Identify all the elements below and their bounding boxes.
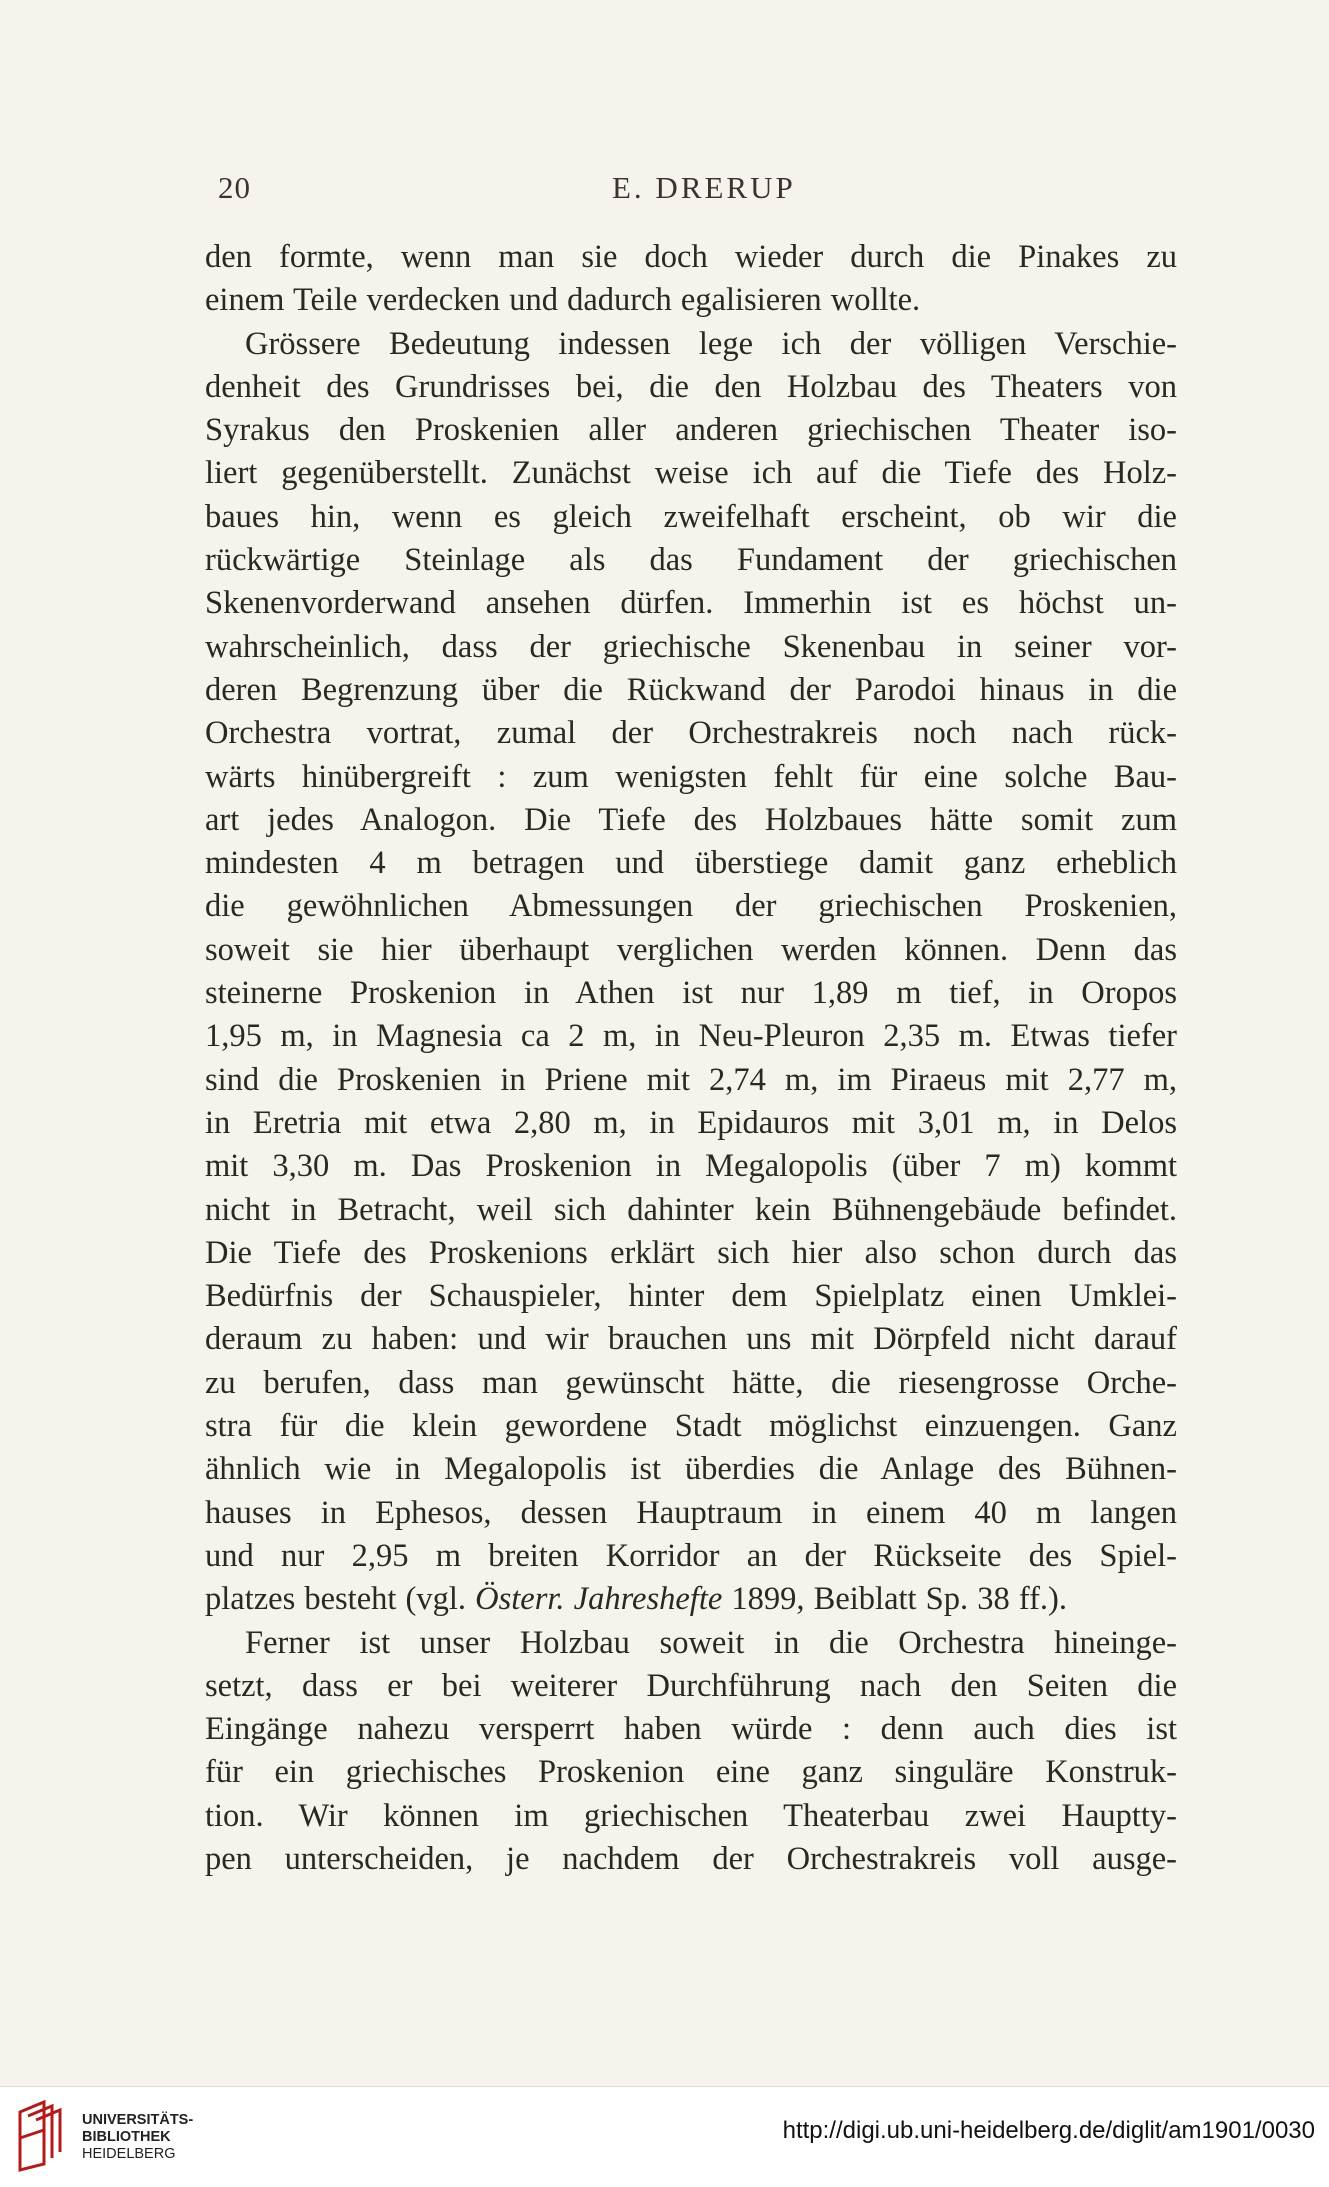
text-line: baues hin, wenn es gleich zweifelhaft erscheint, ob wir die xyxy=(205,498,1177,535)
text-line: stra für die klein gewordene Stadt möglichst einzuengen. Ganz xyxy=(205,1408,1177,1445)
text-line: ähnlich wie in Megalopolis ist überdies die Anlage des Bühnen- xyxy=(205,1451,1177,1488)
text-line: Bedürfnis der Schauspieler, hinter dem Spielplatz einen Umklei- xyxy=(205,1278,1177,1315)
text-line: tion. Wir können im griechischen Theaterbau zwei Hauptty- xyxy=(205,1797,1177,1834)
text-line: denheit des Grundrisses bei, die den Holzbau des Theaters von xyxy=(205,368,1177,405)
text-line: deraum zu haben: und wir brauchen uns mit Dörpfeld nicht darauf xyxy=(205,1321,1177,1358)
text-line: und nur 2,95 m breiten Korridor an der Rückseite des Spiel- xyxy=(205,1537,1177,1574)
text-line: Die Tiefe des Proskenions erklärt sich hier also schon durch das xyxy=(205,1234,1177,1271)
text-line: Eingänge nahezu versperrt haben würde : denn auch dies ist xyxy=(205,1711,1177,1748)
text-line: in Eretria mit etwa 2,80 m, in Epidauros mit 3,01 m, in Delos xyxy=(205,1104,1177,1141)
text-line: Orchestra vortrat, zumal der Orchestrakreis noch nach rück- xyxy=(205,715,1177,752)
text-line: einem Teile verdecken und dadurch egalisieren wollte. xyxy=(205,282,921,319)
journal-title: Österr. Jahreshefte xyxy=(475,1581,723,1618)
citation-line xyxy=(205,1578,1177,1621)
text-line: rückwärtige Steinlage als das Fundament der griechischen xyxy=(205,542,1177,579)
text-line: steinerne Proskenion in Athen ist nur 1,89 m tief, in Oropos xyxy=(205,975,1177,1012)
text-line: hauses in Ephesos, dessen Hauptraum in einem 40 m langen xyxy=(205,1494,1177,1531)
library-name-line1: UNIVERSITÄTS- xyxy=(82,2112,194,2128)
text-line: zu berufen, dass man gewünscht hätte, die riesengrosse Orche- xyxy=(205,1364,1177,1401)
body-text xyxy=(205,236,1177,1881)
running-head: E. DRERUP xyxy=(612,170,796,205)
page-number: 20 xyxy=(218,170,251,205)
text-line: Syrakus den Proskenien aller anderen griechischen Theater iso- xyxy=(205,412,1177,449)
library-name-line3: HEIDELBERG xyxy=(82,2146,176,2162)
text-line: Grössere Bedeutung indessen lege ich der völligen Verschie- xyxy=(245,325,1177,362)
library-logo-icon xyxy=(14,2098,78,2174)
text-line: art jedes Analogon. Die Tiefe des Holzbaues hätte somit zum xyxy=(205,801,1177,838)
text-line: die gewöhnlichen Abmessungen der griechischen Proskenien, xyxy=(205,888,1177,925)
text-line: wärts hinübergreift : zum wenigsten fehlt für eine solche Bau- xyxy=(205,758,1177,795)
text-line: pen unterscheiden, je nachdem der Orchestrakreis voll ausge- xyxy=(205,1840,1177,1877)
text-line: mit 3,30 m. Das Proskenion in Megalopolis (über 7 m) kommt xyxy=(205,1148,1177,1185)
text-line: setzt, dass er bei weiterer Durchführung nach den Seiten die xyxy=(205,1667,1177,1704)
text-line: wahrscheinlich, dass der griechische Skenenbau in seiner vor- xyxy=(205,628,1177,665)
citation-before: platzes besteht (vgl. xyxy=(205,1581,476,1618)
text-line: für ein griechisches Proskenion eine ganz singuläre Konstruk- xyxy=(205,1754,1177,1791)
source-url[interactable]: http://digi.ub.uni-heidelberg.de/diglit/am1901/0030 xyxy=(782,2117,1315,2144)
text-line: deren Begrenzung über die Rückwand der Parodoi hinaus in die xyxy=(205,671,1177,708)
library-name xyxy=(82,2112,193,2163)
text-line: Ferner ist unser Holzbau soweit in die Orchestra hineinge- xyxy=(245,1624,1177,1661)
text-line: mindesten 4 m betragen und überstiege damit ganz erheblich xyxy=(205,845,1177,882)
text-line: Skenenvorderwand ansehen dürfen. Immerhin ist es höchst un- xyxy=(205,585,1177,622)
text-line: soweit sie hier überhaupt verglichen werden können. Denn das xyxy=(205,931,1177,968)
library-name-line2: BIBLIOTHEK xyxy=(82,2129,171,2145)
text-line: den formte, wenn man sie doch wieder durch die Pinakes zu xyxy=(205,239,1177,275)
text-line: nicht in Betracht, weil sich dahinter kein Bühnengebäude befindet. xyxy=(205,1191,1177,1228)
text-line: liert gegenüberstellt. Zunächst weise ich auf die Tiefe des Holz- xyxy=(205,455,1177,492)
text-line: 1,95 m, in Magnesia ca 2 m, in Neu-Pleuron 2,35 m. Etwas tiefer xyxy=(205,1018,1177,1055)
text-line: sind die Proskenien in Priene mit 2,74 m, im Piraeus mit 2,77 m, xyxy=(205,1061,1177,1098)
citation-after: 1899, Beiblatt Sp. 38 ff.). xyxy=(722,1581,1068,1618)
page-header xyxy=(0,170,1329,210)
